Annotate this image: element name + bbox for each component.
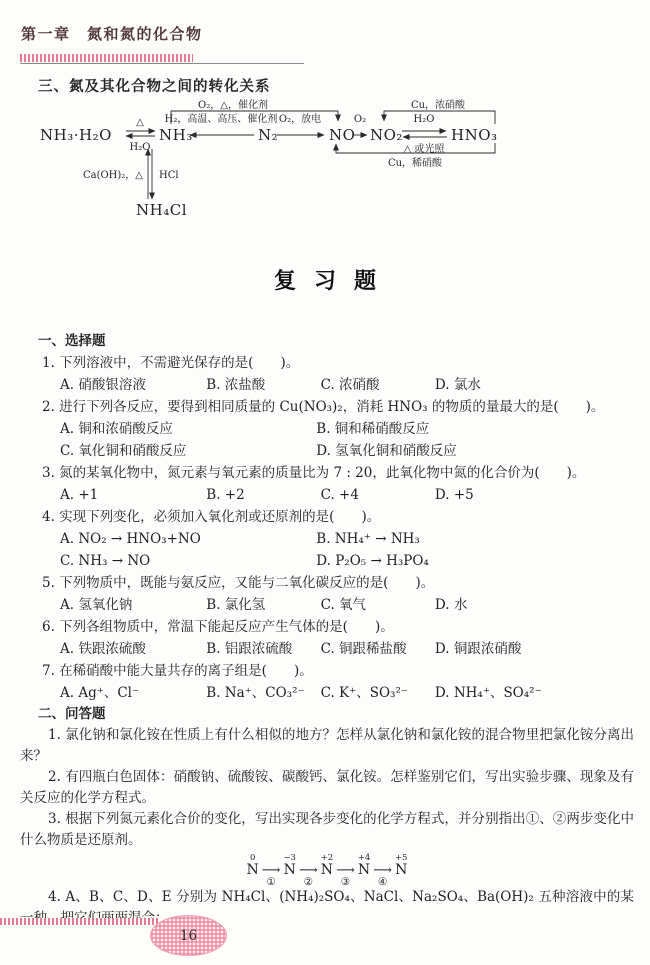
option: C. 氧气 <box>320 597 367 613</box>
right-arrow-icon: ⟶ <box>373 863 392 878</box>
nitrogen-transformation-diagram <box>0 95 650 230</box>
valence-label: +2 <box>320 853 334 863</box>
valence-label: 0 <box>249 853 256 863</box>
option: C. 浓硝酸 <box>320 377 380 393</box>
label-caoh2-delta: Ca(OH)₂，△ <box>82 170 143 181</box>
option: A. Ag⁺、Cl⁻ <box>60 685 140 701</box>
option: D. 氢氧化铜和硝酸反应 <box>316 443 457 459</box>
chain-n-plus2 <box>321 853 334 878</box>
review-content <box>20 330 634 929</box>
species-no: NO <box>329 126 356 144</box>
question-4: 4. 实现下列变化，必须加入氧化剂或还原剂的是( )。 <box>42 509 381 525</box>
right-arrow-icon: ⟶ <box>298 863 318 878</box>
label-hno3-to-no: Cu，稀硝酸 <box>387 158 443 169</box>
option: B. 铝跟浓硫酸 <box>206 641 293 657</box>
part2-heading: 二、问答题 <box>38 706 106 722</box>
question-2: 2. 进行下列各反应，要得到相同质量的 Cu(NO₃)₂，消耗 HNO₃ 的物质的量最大的是( )。 <box>42 399 605 415</box>
qa-question-4: 4. A、B、C、D、E 分别为 NH₄Cl、(NH₄)₂SO₄、NaCl、Na₂SO₄、Ba(OH)₂ 五种溶液中的某 ： <box>48 889 634 926</box>
element-symbol: N <box>246 862 259 878</box>
option: B. 浓盐酸 <box>206 377 266 393</box>
question-3-options <box>20 484 634 506</box>
label-no-to-no2: O₂ <box>353 114 367 125</box>
species-no2: NO₂ <box>370 126 403 144</box>
option: B. NH₄⁺ → NH₃ <box>316 531 420 547</box>
valence-chain <box>20 853 634 887</box>
option: C. NH₃ → NO <box>60 553 151 569</box>
chain-n-minus3 <box>283 853 296 878</box>
step-number: ④ <box>377 876 388 888</box>
chain-n-plus5 <box>395 853 408 878</box>
qa-question-3: 3. 根据下列氮元素化合价的变化，写出实现各步变化的化学方程式，并分别指出①、②两步变化中什么物质是还原剂。 <box>20 811 634 848</box>
label-hcl: HCl <box>159 170 179 181</box>
review-title: 复习题 <box>273 269 394 294</box>
chapter-rule <box>20 54 304 64</box>
question-2-options-row2 <box>20 440 634 462</box>
option: B. 铜和稀硝酸反应 <box>316 421 430 437</box>
chapter-title: 第一章 氮和氮的化合物 <box>21 25 203 43</box>
valence-label: +4 <box>357 853 371 863</box>
question-7-options <box>20 682 634 704</box>
option: C. 氧化铜和硝酸反应 <box>60 443 187 459</box>
label-no2-hno3-top: H₂O <box>413 114 435 125</box>
option: D. 氯水 <box>434 377 481 393</box>
option: B. Na⁺、CO₃²⁻ <box>206 685 305 701</box>
species-nh3: NH₃ <box>159 126 193 144</box>
species-n2: N₂ <box>258 126 279 144</box>
option: C. +4 <box>320 487 359 503</box>
question-4-options-row2 <box>20 550 634 572</box>
question-7: 7. 在稀硝酸中能大量共存的离子组是( )。 <box>42 663 313 679</box>
question-3: 3. 氮的某氧化物中，氮元素与氧元素的质量比为 7 : 20，此氧化物中氮的化合价为( )。 <box>42 465 586 481</box>
option: D. 铜跟浓硝酸 <box>434 641 522 657</box>
right-arrow-icon: ⟶ <box>336 863 355 878</box>
section-title: 三、氮及其化合物之间的转化关系 <box>38 79 271 95</box>
page-number-badge <box>150 915 227 956</box>
option: C. 铜跟稀盐酸 <box>320 641 407 657</box>
element-symbol: N <box>395 862 408 878</box>
species-nh3-h2o: NH₃·H₂O <box>40 126 112 144</box>
option: B. +2 <box>206 487 245 503</box>
chain-step-1 <box>262 853 281 888</box>
pink-hatch-bar <box>20 54 193 62</box>
label-nh3-to-no: O₂，△，催化剂 <box>198 100 268 111</box>
question-1-options <box>20 374 634 396</box>
option: A. 硝酸银溶液 <box>60 377 146 393</box>
label-hno3-to-no2: Cu，浓硝酸 <box>410 100 466 111</box>
label-delta: △ <box>136 117 144 128</box>
part2 <box>20 704 634 929</box>
option: D. NH₄⁺、SO₄²⁻ <box>434 685 542 701</box>
option: B. 氯化氢 <box>206 597 266 613</box>
label-n2-to-no: O₂，放电 <box>278 114 322 125</box>
question-6-options <box>20 638 634 660</box>
bracket-hno3-to-no2 <box>384 111 495 124</box>
element-symbol: N <box>320 862 333 878</box>
species-nh4cl: NH₄Cl <box>136 201 187 219</box>
question-6: 6. 下列各组物质中，常温下能起反应产生气体的是( )。 <box>42 619 394 635</box>
qa-question-2: 2. 有四瓶白色固体：硝酸钠、硫酸铵、碳酸钙、氯化铵。怎样鉴别它们，写出实验步骤、现象及有关反应的化学方程式。 <box>20 769 634 806</box>
option: C. K⁺、SO₃²⁻ <box>320 685 409 701</box>
label-n2-to-nh3: H₂，高温、高压、催化剂 <box>164 114 278 125</box>
chain-step-4 <box>373 853 392 888</box>
label-h2o: H₂O <box>129 142 151 153</box>
label-no2-hno3-bottom: △ 或光照 <box>403 144 445 155</box>
question-2-options-row1 <box>20 418 634 440</box>
valence-label: −3 <box>283 853 296 863</box>
option: A. 氢氧化钠 <box>60 597 133 613</box>
chain-n0 <box>247 853 259 878</box>
question-4-options-row1 <box>20 528 634 550</box>
chain-step-2 <box>299 853 318 888</box>
option: A. 铜和浓硝酸反应 <box>60 421 173 437</box>
page-number: 16 <box>179 927 198 944</box>
step-number: ③ <box>340 876 351 888</box>
option: A. +1 <box>60 487 99 503</box>
part1-heading: 一、选择题 <box>38 333 106 349</box>
element-symbol: N <box>357 862 371 878</box>
chain-step-3 <box>336 853 355 888</box>
option: D. 水 <box>434 597 468 613</box>
question-5: 5. 下列物质中，既能与氨反应，又能与二氧化碳反应的是( )。 <box>42 575 435 591</box>
valence-label: +5 <box>394 853 408 863</box>
option: D. +5 <box>434 487 474 503</box>
step-number: ① <box>266 876 276 888</box>
chain-n-plus4 <box>358 853 371 878</box>
right-arrow-icon: ⟶ <box>261 863 281 878</box>
species-hno3: HNO₃ <box>451 126 498 144</box>
element-symbol: N <box>283 862 296 878</box>
option: A. 铁跟浓硫酸 <box>60 641 146 657</box>
qa-question-1: 1. 氯化钠和氯化铵在性质上有什么相似的地方？怎样从氯化钠和氯化铵的混合物里把氯化铵分离出来？ <box>20 727 634 764</box>
question-1: 1. 下列溶液中，不需避光保存的是( )。 <box>42 355 300 371</box>
question-5-options <box>20 594 634 616</box>
option: D. P₂O₅ → H₃PO₄ <box>316 553 429 569</box>
footer-hatch-bar <box>0 918 160 925</box>
option: A. NO₂ → HNO₃+NO <box>60 531 201 547</box>
step-number: ② <box>303 876 313 888</box>
